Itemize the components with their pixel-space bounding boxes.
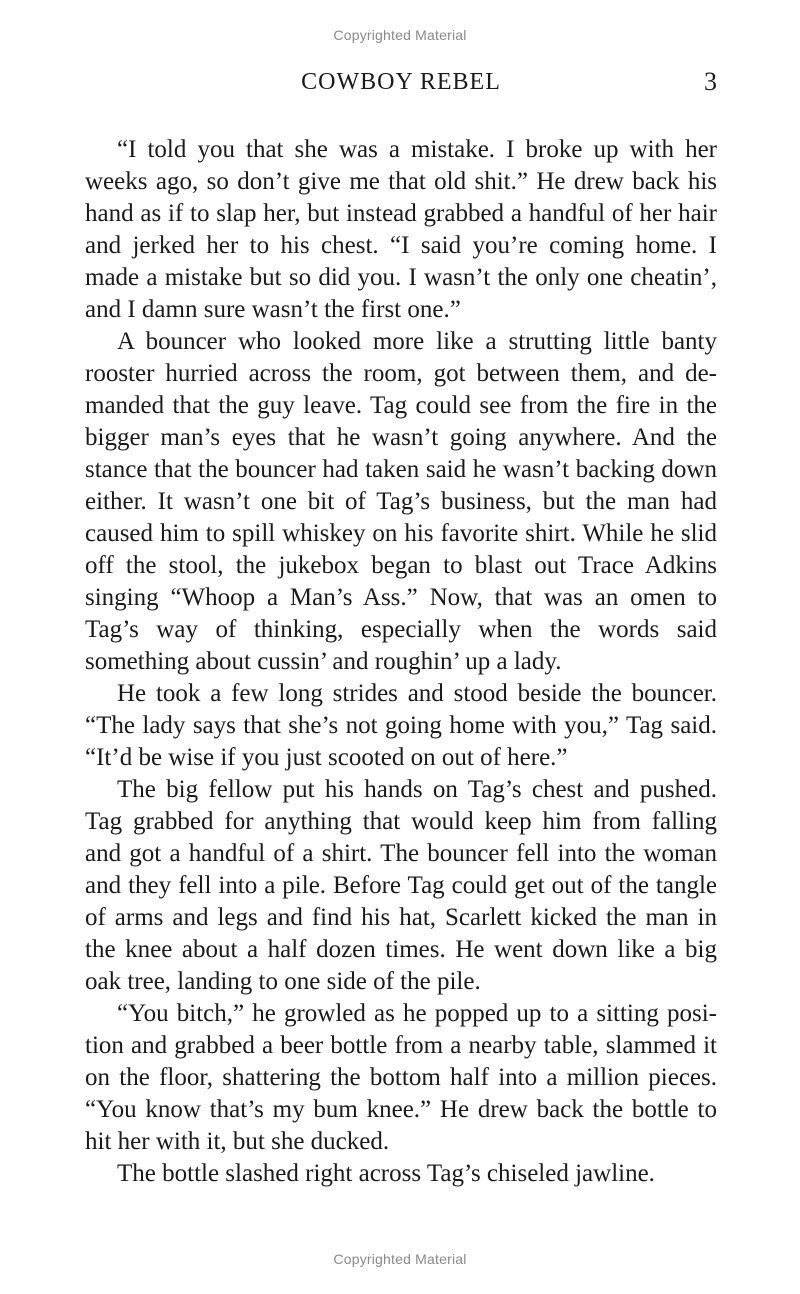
paragraph: “You bitch,” he growled as he popped up to a sitting position and grabbed a beer bottle from a nearby table, slammed it on the floor, shattering the bottom half into a million pieces. “You know that’s my bum knee.” He drew back the bottle to hit her with it, but she ducked. — [85, 1000, 717, 1155]
paragraph: He took a few long strides and stood beside the bouncer. “The lady says that she’s not going home with you,” Tag said. “It’d be wise if you just scooted on out of here.” — [85, 680, 717, 771]
body-text — [85, 134, 717, 1190]
paragraph: The bottle slashed right across Tag’s chiseled jawline. — [117, 1160, 655, 1187]
copyright-watermark-top: Copyrighted Material — [333, 27, 467, 43]
book-title: COWBOY REBEL — [301, 69, 501, 95]
paragraph: The big fellow put his hands on Tag’s chest and pushed. Tag grabbed for anything that would keep him from falling and got a handful of a shirt. The bouncer fell into the woman and they fell into a pile. Before Tag could get out of the tangle of arms and legs and find his hat, Scarlett kicked the man in the knee about a half dozen times. He went down like a big oak tree, landing to one side of the pile. — [85, 776, 717, 995]
paragraph: “I told you that she was a mistake. I broke up with her weeks ago, so don’t give me that old shit.” He drew back his hand as if to slap her, but instead grabbed a handful of her hair and jerked her to his chest. “I said you’re coming home. I made a mistake but so did you. I wasn’t the only one cheatin’, and I damn sure wasn’t the first one.” — [85, 136, 717, 323]
running-header — [85, 67, 717, 103]
copyright-watermark-bottom: Copyrighted Material — [333, 1251, 467, 1267]
page-number: 3 — [704, 67, 717, 96]
paragraph: A bouncer who looked more like a strutting little banty rooster hurried across the room, got between them, and demanded that the guy leave. Tag could see from the fire in the bigger man’s eyes that he wasn’t going anywhere. And the stance that the bouncer had taken said he wasn’t backing down either. It wasn’t one bit of Tag’s business, but the man had caused him to spill whiskey on his favorite shirt. While he slid off the stool, the jukebox began to blast out Trace Adkins singing “Whoop a Man’s Ass.” Now, that was an omen to Tag’s way of thinking, especially when the words said something about cussin’ and roughin’ up a lady. — [85, 328, 717, 675]
